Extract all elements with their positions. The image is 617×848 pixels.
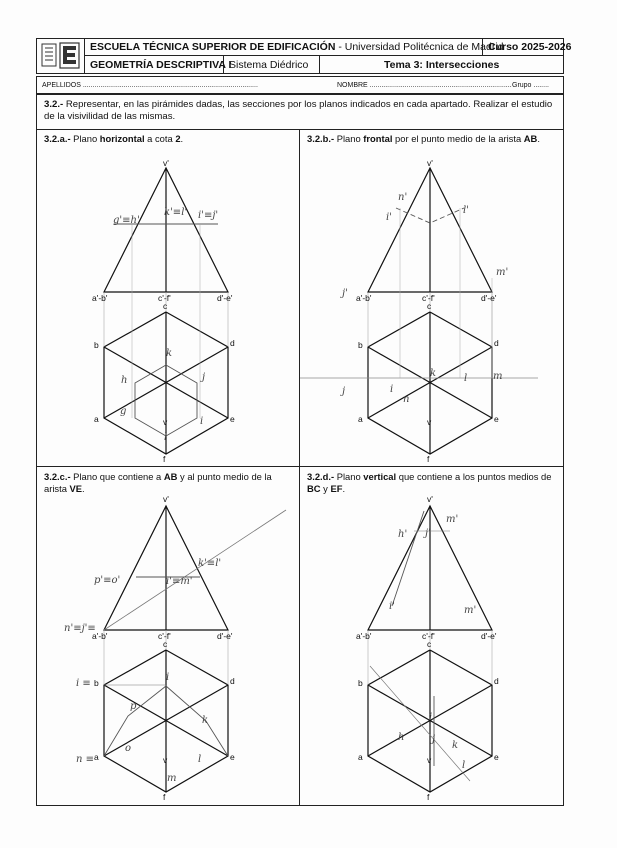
- label-e-d: e: [494, 752, 499, 762]
- school-title: ESCUELA TÉCNICA SUPERIOR DE EDIFICACIÓN - Universidad Politécnica de Madrid: [85, 39, 483, 55]
- exercise-b-title: 3.2.b.- Plano frontal por el punto medio de la arista AB.: [307, 133, 540, 144]
- pyramid-d: [368, 506, 492, 792]
- grupo-field[interactable]: Grupo ........: [512, 81, 549, 89]
- label-de-prime-d: d'-e': [481, 631, 497, 641]
- note-b-i2: i: [390, 384, 394, 395]
- note-c-nj: n'≡j'≡: [64, 623, 96, 634]
- label-e-c: e: [230, 752, 235, 762]
- note-b-k: k: [430, 368, 437, 379]
- note-c-l: l: [198, 754, 202, 765]
- topic-label: Tema 3: Intersecciones: [384, 58, 500, 71]
- label-f-d: f: [427, 792, 430, 802]
- label-f-b: f: [427, 454, 430, 464]
- label-v-prime-a: v': [163, 158, 169, 168]
- label-de-prime-c: d'-e': [217, 631, 233, 641]
- label-d-d: d: [494, 676, 499, 686]
- problem-statement: 3.2.- Representar, en las pirámides dadas, las secciones por los planos indicados en cada apartado. Realizar el estudio de la visivilidad de las mismas.: [44, 99, 553, 122]
- note-c-p: p: [130, 701, 137, 712]
- note-c-i2: i: [166, 672, 170, 683]
- label-ab-prime-c: a'-b': [92, 631, 108, 641]
- label-b-c: b: [94, 678, 99, 688]
- note-d-k: k: [452, 740, 459, 751]
- note-b-m2: m: [493, 371, 503, 382]
- label-de-prime-a: d'-e': [217, 293, 233, 303]
- note-b-j2: j: [342, 386, 346, 397]
- note-b-j: j': [342, 288, 348, 299]
- label-e-a: e: [230, 414, 235, 424]
- label-v-a: v: [163, 417, 168, 427]
- label-ab-prime-a: a'-b': [92, 293, 108, 303]
- label-f-c: f: [163, 792, 166, 802]
- label-b-d: b: [358, 678, 363, 688]
- label-c-d: c: [427, 639, 432, 649]
- label-b-b: b: [358, 340, 363, 350]
- label-c-a: c: [163, 301, 168, 311]
- note-d-m2: m': [464, 605, 477, 616]
- note-d-l: l: [462, 760, 466, 771]
- exercise-a-title: 3.2.a.- Plano horizontal a cota 2.: [44, 133, 184, 144]
- label-a-d: a: [358, 752, 363, 762]
- label-cf-prime-b: c'-f': [422, 293, 435, 303]
- note-a-gh: g'≡h': [113, 215, 140, 226]
- exercise-c-title: 3.2.c.- Plano que contiene a AB y al punto medio de la arista VE.: [44, 471, 272, 494]
- label-c-c: c: [163, 639, 168, 649]
- label-a-c: a: [94, 752, 99, 762]
- label-v-prime-c: v': [163, 494, 169, 504]
- label-ab-prime-d: a'-b': [356, 631, 372, 641]
- label-e-b: e: [494, 414, 499, 424]
- label-cf-prime-c: c'-f': [158, 631, 171, 641]
- label-v-b: v: [427, 417, 432, 427]
- note-d-i: i': [389, 601, 395, 612]
- label-ab-prime-b: a'-b': [356, 293, 372, 303]
- subject-label: GEOMETRÍA DESCRIPTIVA I: [85, 56, 224, 73]
- label-v-c: v: [163, 755, 168, 765]
- system-label: Sistema Diédrico: [224, 56, 320, 73]
- printed-labels: [92, 158, 499, 802]
- label-cf-prime-d: c'-f': [422, 631, 435, 641]
- exercise-d-title: 3.2.d.- Plano vertical que contiene a los puntos medios de BC y EF.: [307, 471, 552, 494]
- label-d-b: d: [494, 338, 499, 348]
- label-b-a: b: [94, 340, 99, 350]
- note-a-j: j: [202, 372, 206, 383]
- note-a-h: h: [121, 375, 128, 386]
- note-c-k: k: [202, 715, 209, 726]
- note-d-j: j': [425, 528, 431, 539]
- note-d-h2: h: [398, 732, 405, 743]
- note-a-i: i: [200, 416, 204, 427]
- course-label: Curso 2025-2026: [488, 41, 572, 53]
- pyramid-c: [104, 506, 286, 792]
- note-c-kl: k'≡l': [198, 558, 222, 569]
- note-d-i2: i: [429, 712, 433, 723]
- label-d-c: d: [230, 676, 235, 686]
- note-a-l: l: [164, 432, 168, 443]
- note-c-po: p'≡o': [94, 575, 121, 586]
- label-de-prime-b: d'-e': [481, 293, 497, 303]
- label-v-d: v: [427, 755, 432, 765]
- label-cf-prime-a: c'-f': [158, 293, 171, 303]
- note-c-n: n ≡: [76, 754, 94, 765]
- note-a-ij: i'≡j': [198, 210, 219, 221]
- note-b-n: n': [398, 192, 408, 203]
- note-c-m: m: [167, 773, 177, 784]
- note-b-i: i': [386, 212, 392, 223]
- note-a-g: g: [120, 406, 127, 417]
- note-d-h: h': [398, 529, 408, 540]
- label-c-b: c: [427, 301, 432, 311]
- apellidos-field[interactable]: APELLIDOS ..........................................................................................: [42, 81, 258, 89]
- handwritten-notes: [64, 192, 508, 784]
- label-f-a: f: [163, 454, 166, 464]
- label-d-a: d: [230, 338, 235, 348]
- note-d-j2: j: [432, 734, 436, 745]
- label-a-a: a: [94, 414, 99, 424]
- note-b-l2: l: [464, 373, 468, 384]
- label-a-b: a: [358, 414, 363, 424]
- label-v-prime-d: v': [427, 494, 433, 504]
- note-a-k: k: [166, 348, 173, 359]
- note-c-im: i'≡m': [166, 576, 193, 587]
- pyramid-b: [300, 168, 538, 454]
- note-b-l: l': [463, 205, 469, 216]
- note-b-m: m': [496, 267, 509, 278]
- nombre-field[interactable]: NOMBRE .........................................................................: [337, 81, 512, 89]
- note-a-kl: k'≡l': [164, 207, 188, 218]
- note-c-o: o: [125, 743, 132, 754]
- note-c-i: i ≡: [76, 678, 91, 689]
- note-d-m: m': [446, 514, 459, 525]
- note-b-n2: n: [403, 394, 410, 405]
- label-v-prime-b: v': [427, 158, 433, 168]
